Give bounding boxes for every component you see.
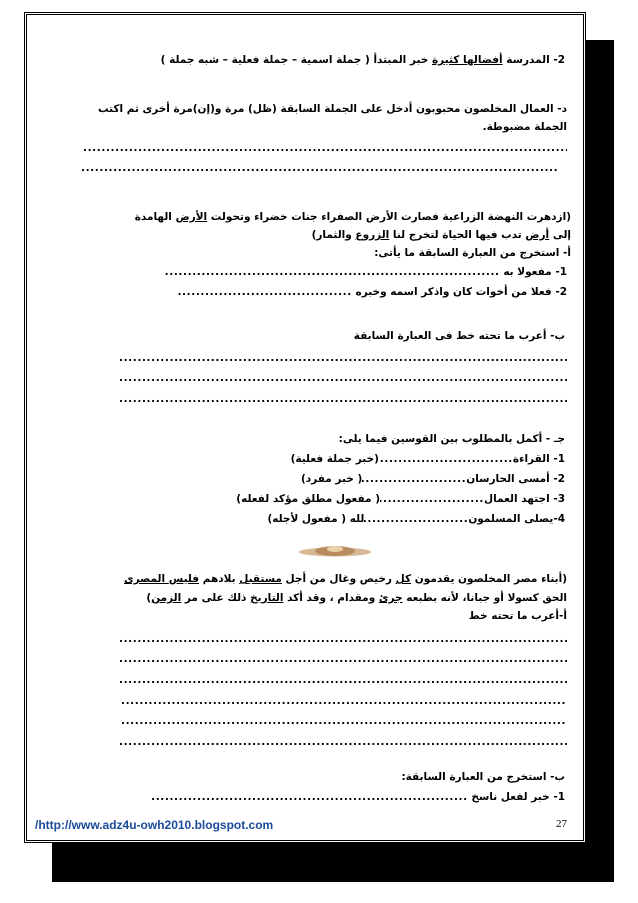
part-a-item2-label: 2- فعلا من أخوات كان واذكر اسمه وخبره (355, 286, 567, 298)
underlined-word: التاريخ (250, 592, 284, 604)
passage1-line1 (135, 210, 571, 224)
worksheet-page (24, 12, 586, 843)
underlined-word: مستقبل (239, 573, 282, 585)
answer-line (83, 141, 567, 155)
item-hint: (خبر جملة فعلية) (290, 453, 379, 465)
passage2-text: ومقدام ، وقد أكد (283, 592, 379, 604)
question-2 (161, 53, 565, 67)
answer-line (364, 512, 468, 526)
answer-line (119, 632, 567, 646)
part-c-item3 (236, 492, 565, 506)
page-shadow-bottom (52, 843, 614, 882)
footer-url: /http://www.adz4u-owh2010.blogspot.com (35, 818, 274, 832)
passage1-text: الهامدة (134, 211, 176, 223)
question-d-line2: الجملة مضبوطة. (482, 121, 567, 133)
answer-line (150, 790, 468, 804)
q2-pre: 2- المدرسة (502, 54, 565, 66)
passage2-text: ) (146, 592, 152, 604)
item-text: 3- اجتهد العمال (484, 493, 565, 505)
answer-line (119, 735, 567, 749)
part-a-item1-label: 1- مفعولا به (503, 266, 567, 278)
passage1-text: تدب فيها الحياة لتخرج لنا (389, 229, 526, 241)
passage2-text: ذلك على مر (181, 592, 251, 604)
answer-line (362, 472, 466, 486)
decorative-divider-icon (297, 543, 373, 559)
q2-underlined: أفضالها كثيرة (431, 54, 503, 66)
answer-line (121, 694, 567, 708)
passage2-text: (أبناء مصر المخلصون يقدمون (411, 573, 567, 585)
underlined-word: الزروع (355, 229, 390, 241)
part-a-item1 (164, 265, 567, 279)
answer-line (164, 265, 500, 279)
item-text: 2- أمسى الحارسان (466, 473, 565, 485)
passage1-line2 (312, 228, 571, 242)
part-b2-title: ب- استخرج من العبارة السابقة: (401, 771, 565, 783)
underlined-word: جرئ (378, 592, 403, 604)
underlined-word: فليس (168, 573, 200, 585)
passage2-text: بلادهم (199, 573, 240, 585)
answer-line (119, 652, 567, 666)
part-c-item1 (291, 452, 565, 466)
answer-line (121, 714, 567, 728)
answer-line (119, 351, 567, 365)
part-a2-title: أ-أعرب ما تحته خط (468, 610, 567, 622)
q2-post: خبر المبتدأ ( جملة اسمية – جملة فعلية – شبه جملة ) (160, 54, 432, 66)
answer-line (119, 371, 567, 385)
item-text: 4-يصلى المسلمون (468, 513, 565, 525)
question-d-line1: د- العمال المخلصون محبوبون أدخل على الجملة السابقة (ظل) مرة و(إن)مرة أخرى ثم اكتب (97, 103, 567, 115)
answer-line (119, 673, 567, 687)
item-hint: ( خبر مفرد) (301, 473, 363, 485)
part-a-item2 (178, 285, 567, 299)
answer-line (81, 161, 559, 175)
underlined-word: الزمن (151, 592, 182, 604)
passage1-text: (ازدهرت النهضة الزراعية فصارت الأرض الصفراء جنات خضراء وتحولت (207, 211, 571, 223)
passage2-line1 (124, 572, 567, 586)
part-b2-item1-label: 1- خبر لفعل ناسخ (471, 791, 565, 803)
answer-line (178, 285, 352, 299)
answer-line (380, 492, 484, 506)
passage2-text: الحق كسولا أو جبانا، لأنه بطبعه (402, 592, 567, 604)
part-a-title: أ- استخرج من العبارة السابقة ما يأتى: (374, 247, 571, 259)
part-c-item2 (301, 472, 565, 486)
passage1-text: والثمار) (311, 229, 356, 241)
item-hint: ( مفعول مطلق مؤكد لفعله) (236, 493, 380, 505)
answer-line (379, 452, 513, 466)
page-shadow-right (586, 40, 614, 882)
passage2-line2 (146, 591, 567, 605)
underlined-word: كل (395, 573, 412, 585)
answer-line (119, 392, 567, 406)
passage2-text: رخيص وغال من أجل (281, 573, 396, 585)
underlined-word: الأرض (175, 211, 208, 223)
part-c-title: جـ - أكمل بالمطلوب بين القوسين فيما يلى: (338, 433, 565, 445)
underlined-word: المصرى (124, 573, 169, 585)
part-c-item4 (267, 512, 565, 526)
part-b2-item1 (150, 790, 565, 804)
page-number: 27 (556, 818, 567, 830)
item-text: 1- القراءة (512, 453, 565, 465)
underlined-word: أرض (525, 229, 550, 241)
part-b-title: ب- أعرب ما تحته خط فى العبارة السابقة (353, 330, 565, 342)
passage1-text: إلى (549, 229, 571, 241)
item-hint: لله ( مفعول لأجله) (267, 513, 365, 525)
